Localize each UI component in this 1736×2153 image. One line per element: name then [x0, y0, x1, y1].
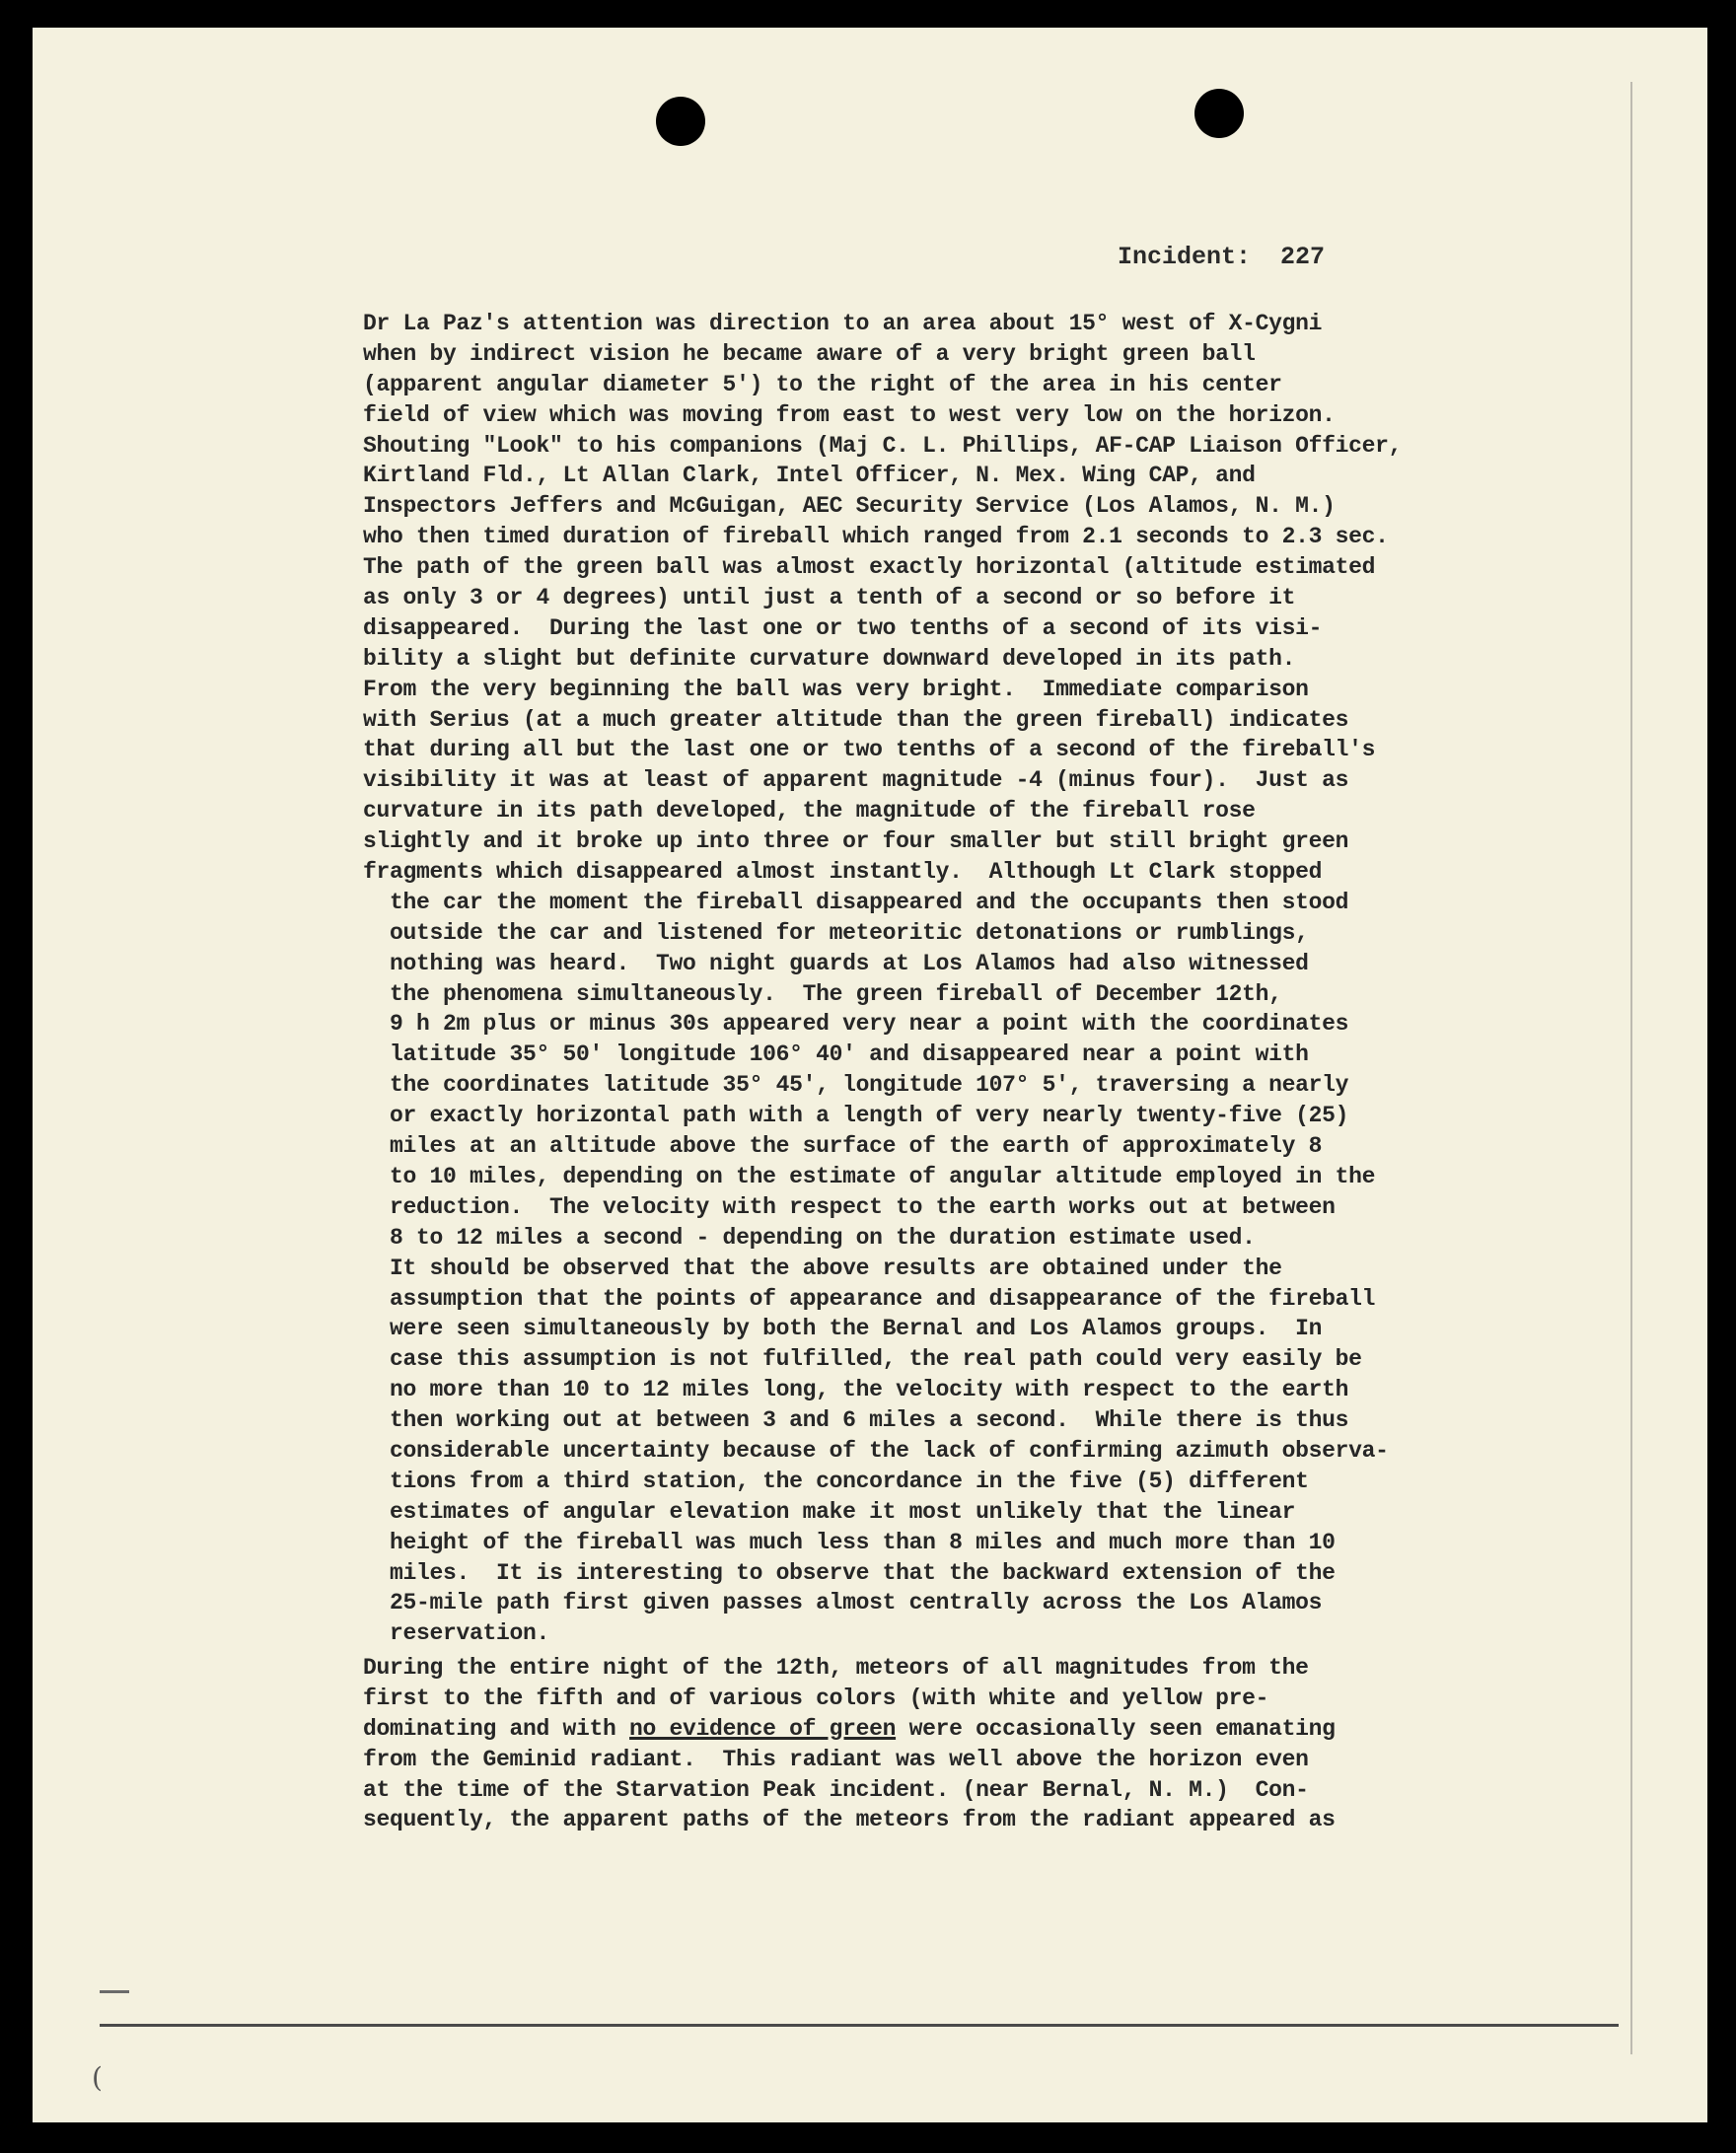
- paragraph-line: From the very beginning the ball was very bright. Immediate comparison: [363, 676, 1309, 702]
- paragraph-line: 9 h 2m plus or minus 30s appeared very near a point with the coordinates: [363, 1011, 1349, 1038]
- margin-mark: (: [92, 2061, 103, 2094]
- incident-number: Incident: 227: [1118, 243, 1326, 271]
- body-paragraph-1: [363, 309, 1402, 1649]
- paragraph-line: 8 to 12 miles a second - depending on the duration estimate used.: [363, 1224, 1256, 1251]
- paragraph-line: who then timed duration of fireball which ranged from 2.1 seconds to 2.3 sec.: [363, 524, 1389, 550]
- paragraph-line: 25-mile path first given passes almost centrally across the Los Alamos: [363, 1590, 1323, 1616]
- paragraph-line: (apparent angular diameter 5') to the right of the area in his center: [363, 371, 1282, 397]
- paragraph-line: that during all but the last one or two tenths of a second of the fireball's: [363, 737, 1376, 763]
- paragraph-line: reservation.: [363, 1620, 550, 1647]
- paragraph-line: to 10 miles, depending on the estimate of angular altitude employed in the: [363, 1163, 1376, 1189]
- paragraph-line: slightly and it broke up into three or four smaller but still bright green: [363, 828, 1349, 855]
- paragraph-line: Inspectors Jeffers and McGuigan, AEC Security Service (Los Alamos, N. M.): [363, 493, 1336, 520]
- paragraph-line: the car the moment the fireball disappeared and the occupants then stood: [363, 889, 1349, 915]
- text-segment: dominating and with: [363, 1715, 630, 1742]
- paragraph-line: fragments which disappeared almost instantly. Although Lt Clark stopped: [363, 859, 1323, 886]
- paragraph-line: field of view which was moving from east to west very low on the horizon.: [363, 401, 1336, 428]
- paragraph-line: visibility it was at least of apparent magnitude -4 (minus four). Just as: [363, 767, 1349, 794]
- paragraph-line: outside the car and listened for meteoritic detonations or rumblings,: [363, 919, 1309, 946]
- paragraph-line: curvature in its path developed, the magnitude of the fireball rose: [363, 798, 1256, 825]
- paragraph-line: miles at an altitude above the surface of the earth of approximately 8: [363, 1133, 1323, 1160]
- paragraph-line: the phenomena simultaneously. The green fireball of December 12th,: [363, 980, 1282, 1007]
- margin-rule: [1630, 82, 1632, 2054]
- paragraph-line: disappeared. During the last one or two tenths of a second of its visi-: [363, 614, 1323, 641]
- paragraph-line: considerable uncertainty because of the lack of confirming azimuth observa-: [363, 1437, 1389, 1464]
- paragraph-line: sequently, the apparent paths of the meteors from the radiant appeared as: [363, 1807, 1336, 1833]
- paragraph-line: first to the fifth and of various colors (with white and yellow pre-: [363, 1685, 1269, 1711]
- paragraph-line: height of the fireball was much less than 8 miles and much more than 10: [363, 1529, 1336, 1555]
- paragraph-line: It should be observed that the above results are obtained under the: [363, 1255, 1282, 1281]
- paragraph-line: miles. It is interesting to observe that the backward extension of the: [363, 1559, 1336, 1586]
- punch-hole-left: [656, 97, 705, 146]
- paragraph-line: The path of the green ball was almost exactly horizontal (altitude estimated: [363, 554, 1376, 581]
- paragraph-line: assumption that the points of appearance and disappearance of the fireball: [363, 1285, 1376, 1312]
- bottom-rule: [100, 2024, 1619, 2027]
- margin-tick: [100, 1990, 129, 1993]
- paragraph-line: then working out at between 3 and 6 miles a second. While there is thus: [363, 1407, 1349, 1434]
- underlined-phrase: no evidence of green: [629, 1715, 897, 1742]
- paragraph-line: as only 3 or 4 degrees) until just a tenth of a second or so before it: [363, 585, 1296, 611]
- paragraph-line: case this assumption is not fulfilled, the real path could very easily be: [363, 1346, 1362, 1373]
- body-paragraph-2: [363, 1653, 1336, 1835]
- paragraph-line: were seen simultaneously by both the Bernal and Los Alamos groups. In: [363, 1316, 1323, 1342]
- paragraph-line: nothing was heard. Two night guards at Los Alamos had also witnessed: [363, 950, 1309, 976]
- document-page: [33, 28, 1707, 2122]
- paragraph-line: [363, 1714, 1336, 1745]
- paragraph-line: no more than 10 to 12 miles long, the velocity with respect to the earth: [363, 1377, 1349, 1403]
- paragraph-line: tions from a third station, the concordance in the five (5) different: [363, 1468, 1309, 1494]
- paragraph-line: from the Geminid radiant. This radiant was well above the horizon even: [363, 1746, 1309, 1772]
- paragraph-line: Shouting "Look" to his companions (Maj C. L. Phillips, AF-CAP Liaison Officer,: [363, 432, 1403, 459]
- punch-hole-right: [1194, 89, 1244, 138]
- paragraph-line: at the time of the Starvation Peak incident. (near Bernal, N. M.) Con-: [363, 1776, 1309, 1803]
- paragraph-line: the coordinates latitude 35° 45', longitude 107° 5', traversing a nearly: [363, 1072, 1349, 1099]
- paragraph-line: or exactly horizontal path with a length of very nearly twenty-five (25): [363, 1103, 1349, 1129]
- paragraph-line: with Serius (at a much greater altitude than the green fireball) indicates: [363, 706, 1349, 733]
- paragraph-line: bility a slight but definite curvature downward developed in its path.: [363, 645, 1296, 672]
- paragraph-line: latitude 35° 50' longitude 106° 40' and disappeared near a point with: [363, 1041, 1309, 1068]
- paragraph-line: During the entire night of the 12th, meteors of all magnitudes from the: [363, 1655, 1309, 1681]
- paragraph-line: Kirtland Fld., Lt Allan Clark, Intel Officer, N. Mex. Wing CAP, and: [363, 463, 1256, 489]
- paragraph-line: Dr La Paz's attention was direction to an area about 15° west of X-Cygni: [363, 311, 1323, 336]
- paragraph-line: estimates of angular elevation make it most unlikely that the linear: [363, 1498, 1296, 1525]
- text-segment: were occasionally seen emanating: [896, 1715, 1336, 1742]
- paragraph-line: reduction. The velocity with respect to the earth works out at between: [363, 1193, 1336, 1220]
- paragraph-line: when by indirect vision he became aware of a very bright green ball: [363, 340, 1256, 367]
